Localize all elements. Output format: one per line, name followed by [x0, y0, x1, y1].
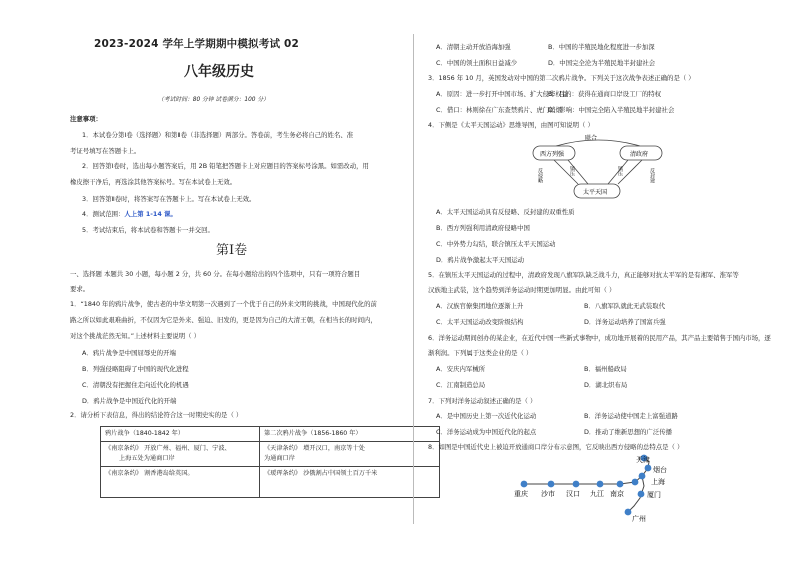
note-scope-prefix: 4．测试范围： — [82, 210, 125, 218]
q2-option-b: B．中国的半殖民地化程度进一步加深 — [548, 43, 655, 51]
q5-option-a: A．汉族官僚集团地位逐渐上升 — [436, 302, 524, 310]
q1-stem: 1．“1840 年的鸦片战争，使古老的中华文明第一次遇到了一个优于自己的外来文明的挑战，中国现代化的前 — [70, 300, 377, 308]
q4-option-d: D．鸦片战争激起太平天国运动 — [436, 256, 524, 264]
q6-stem: 6．洋务运动期间创办的某企业，在近代中国一些新式事物中，成功地开展着的民用产品，其产品主要销售于国内市场，逐 — [428, 334, 771, 342]
q7-option-c: C．洋务运动成为中国近代化的起点 — [436, 428, 537, 436]
table-header: 鸦片战争（1840-1842 年） — [101, 427, 260, 442]
q8-stem: 8．如图是中国近代史上被迫开放通商口岸分布示意图，它反映出西方侵略的总特点是（ ） — [428, 443, 684, 451]
q1-option-a: A．鸦片战争是中国屈辱史的开端 — [82, 349, 176, 357]
table-row — [101, 467, 440, 498]
arrow-label: 反侵略 — [537, 168, 543, 183]
note-line: 2．回答第Ⅰ卷时，选出每小题答案后，用 2B 铅笔把答题卡上对应题目的答案标号涂黑。如需改动，用 — [82, 162, 369, 170]
q1-option-d: D．鸦片战争是中国近代化的开端 — [82, 397, 177, 405]
port-node — [521, 481, 528, 488]
q4-mind-map — [528, 132, 668, 200]
table-cell — [101, 442, 260, 467]
q4-option-b: B．西方列强利用清政府侵略中国 — [436, 224, 530, 232]
port-label: 上海 — [651, 478, 665, 486]
port-label: 九江 — [590, 490, 604, 498]
note-line: 5．考试结束后，将本试卷和答题卡一并交回。 — [82, 226, 214, 234]
note-scope — [82, 210, 177, 218]
exam-title: 2023-2024 学年上学期期中模拟考试 02 — [94, 38, 300, 50]
q7-option-a: A．是中国历史上第一次近代化运动 — [436, 412, 537, 420]
q6-stem: 渐利润。下列属于这类企业的是（ ） — [428, 349, 533, 357]
arrow-label: 反封建 — [649, 168, 655, 183]
note-line: 考证号填写在答题卡上。 — [70, 147, 141, 155]
q6-option-d: D．湖北织布局 — [584, 381, 628, 389]
port-label: 沙市 — [541, 490, 555, 498]
q6-option-b: B．福州船政局 — [584, 365, 627, 373]
arrow-label: 镇压 — [617, 166, 623, 176]
q6-option-c: C．江南制造总局 — [436, 381, 486, 389]
table-cell-text: 《南京条约》 开放广州、福州、厦门、宁波、 — [105, 445, 231, 452]
q5-option-b: B．八旗军队就此无武装取代 — [584, 302, 666, 310]
q7-option-b: B．洋务运动使中国走上富强道路 — [584, 412, 678, 420]
route-line — [524, 458, 649, 484]
port-label: 厦门 — [647, 491, 661, 499]
table-header: 第二次鸦片战争（1856-1860 年） — [260, 427, 440, 442]
q5-option-d: D．洋务运动培养了国富兵强 — [584, 318, 666, 326]
q7-option-d: D．推动了维新思想的广泛传播 — [584, 428, 672, 436]
q3-option-c: C．借口：林则徐在广东查禁鸦片、虎门销烟 — [436, 106, 562, 114]
table-cell-text: 上海五处为通商口岸 — [119, 455, 175, 462]
port-label: 天津 — [636, 456, 650, 464]
port-node — [617, 481, 624, 488]
port-label: 广州 — [632, 515, 646, 523]
note-line: 1．本试卷分第Ⅰ卷（选择题）和第Ⅱ卷（非选择题）两部分。答卷前，考生务必将自己的姓名、准 — [82, 131, 354, 139]
q2-stem: 2．请分析下表信息，得出的结论符合这一时期史实的是（ ） — [70, 411, 243, 419]
port-label: 南京 — [610, 490, 624, 498]
q1-stem: 路之所以如此艰难曲折，不仅因为它是外来、强迫、旧发的，更是因为自己的大清王朝，在相当长的时间内， — [70, 316, 377, 324]
q3-stem: 3．1856 年 10 月，英国发动对中国的第二次鸦片战争。下列关于这次战争表述正确的是（ ） — [428, 74, 695, 82]
box-qing-label: 清政府 — [630, 151, 649, 158]
table-cell: 《南京条约》 割香港岛给英国。 — [101, 467, 260, 498]
table-row — [101, 442, 440, 467]
q2-option-c: C．中国的领土面积日益减少 — [436, 59, 518, 67]
q5-option-c: C．太平天国运动改变阶级结构 — [436, 318, 524, 326]
q3-option-a: A．原因：进一步打开中国市场、扩大侵华权益 — [436, 90, 569, 98]
port-label: 烟台 — [653, 466, 667, 474]
note-line: 橡皮擦干净后，再选涂其他答案标号。写在本试卷上无效。 — [70, 178, 237, 186]
q1-option-b: B．列强侵略阻碍了中国的现代化进程 — [82, 365, 189, 373]
q1-stem: 对这个挑战茫然无知。”上述材料主要说明（ ） — [70, 332, 200, 340]
port-node — [638, 491, 645, 498]
column-divider — [413, 34, 414, 524]
port-node — [645, 465, 652, 472]
table-cell-text: 《天津条约》 增开汉口，南京等十处 — [264, 445, 365, 452]
port-label: 汉口 — [566, 490, 580, 498]
port-node — [632, 479, 639, 486]
q4-option-a: A．太平天国运动具有反侵略、反封建的双重性质 — [436, 208, 575, 216]
exam-subject: 八年级历史 — [184, 64, 254, 80]
q1-option-c: C．清朝没有把握住走向近代化的机遇 — [82, 381, 189, 389]
q4-option-c: C．中外势力勾结，联合镇压太平天国运动 — [436, 240, 556, 248]
note-line: 3．回答第Ⅱ卷时，将答案写在答题卡上。写在本试卷上无效。 — [82, 195, 256, 203]
q5-stem: 5．在镇压太平天国运动的过程中，清政府发现八旗军队缺乏战斗力，真正能够对抗太平军的是有湘军、淮军等 — [428, 271, 739, 279]
port-node — [639, 473, 646, 480]
q3-option-b: B．目的：获得在通商口岸设工厂的特权 — [548, 90, 662, 98]
q3-option-d: D．影响：中国完全陷入半殖民地半封建社会 — [548, 106, 675, 114]
table-cell-text: 为通商口岸 — [264, 455, 295, 462]
table-row — [101, 427, 440, 442]
union-arc — [556, 140, 640, 146]
map-top-label: 联合 — [585, 135, 598, 142]
q8-port-map — [510, 454, 690, 526]
q2-option-d: D．中国完全沦为半殖民地半封建社会 — [548, 59, 656, 67]
q4-stem: 4．下侧是《太平天国运动》思维导图，由图可知说明（ ） — [428, 121, 594, 129]
q2-table — [100, 426, 440, 498]
box-taiping-label: 太平天国 — [583, 189, 608, 196]
arrow-label: 镇压 — [569, 166, 575, 176]
section-heading: 第Ⅰ卷 — [216, 243, 248, 258]
port-node — [548, 481, 555, 488]
q7-stem: 7．下列对洋务运动叙述正确的是（ ） — [428, 397, 537, 405]
exam-time-info: （考试时间：80 分钟 试卷满分：100 分） — [158, 97, 269, 103]
port-node — [625, 509, 632, 516]
section-instruction: 一、选择题 本题共 30 小题，每小题 2 分，共 60 分。在每小题给出的四个选项中，只有一项符合题目 — [70, 270, 361, 278]
q2-option-a: A．清朝主动开放沿海加强 — [436, 43, 511, 51]
notes-heading: 注意事项： — [70, 115, 102, 123]
q6-option-a: A．安庆内军械所 — [436, 365, 486, 373]
box-powers-label: 西方列强 — [540, 151, 565, 158]
port-node — [597, 481, 604, 488]
q5-stem: 汉族地主武装，这个趋势到洋务运动时期更加明显。由此可知（ ） — [428, 286, 616, 294]
port-label: 重庆 — [514, 490, 528, 498]
port-node — [573, 481, 580, 488]
note-scope-value: 人上第 1-14 课。 — [124, 210, 177, 218]
table-cell: 《瑷珲条约》 沙俄割占中国领土百万千米 — [260, 467, 440, 498]
section-instruction: 要求。 — [70, 285, 90, 293]
